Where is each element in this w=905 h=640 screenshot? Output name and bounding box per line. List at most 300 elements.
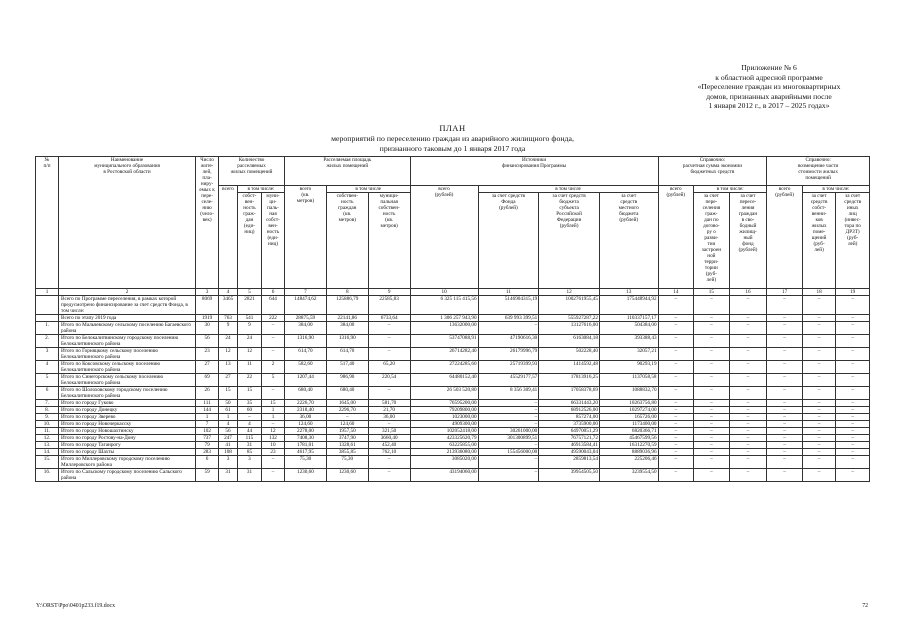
table-cell: – bbox=[658, 421, 694, 428]
header-comp-total: всего (рублей) bbox=[767, 186, 803, 289]
table-cell: 2 bbox=[261, 361, 284, 374]
table-cell: 4 bbox=[237, 421, 261, 428]
table-cell: 44 bbox=[237, 428, 261, 435]
table-cell: 517,40 bbox=[326, 361, 368, 374]
table-cell: 220,54 bbox=[368, 374, 410, 387]
table-row bbox=[36, 387, 870, 400]
table-cell: 1230,60 bbox=[285, 469, 327, 482]
table-cell: 1316,90 bbox=[326, 335, 368, 348]
table-cell bbox=[36, 315, 59, 322]
table-cell: 1 306 257 943,90 bbox=[410, 315, 478, 322]
table-cell: – bbox=[836, 469, 870, 482]
table-cell: 75,30 bbox=[326, 456, 368, 469]
table-cell: 13. bbox=[36, 442, 59, 449]
table-cell: – bbox=[836, 335, 870, 348]
table-cell: – bbox=[802, 456, 835, 469]
table-cell: 2. bbox=[36, 335, 59, 348]
table-cell: – bbox=[729, 387, 767, 400]
table-cell: 26 503 520,80 bbox=[410, 387, 478, 400]
header-src-total: всего (рублей) bbox=[410, 186, 478, 289]
table-cell: – bbox=[729, 421, 767, 428]
table-cell: 90293,19 bbox=[599, 361, 658, 374]
table-cell: 26 bbox=[196, 387, 219, 400]
table-row bbox=[36, 361, 870, 374]
column-number: 11 bbox=[478, 289, 539, 296]
table-cell: – bbox=[767, 335, 803, 348]
table-cell: 1 bbox=[196, 414, 219, 421]
table-cell: 64970051,29 bbox=[539, 428, 600, 435]
table-cell: – bbox=[729, 400, 767, 407]
table-cell: – bbox=[658, 400, 694, 407]
column-number: 19 bbox=[836, 289, 870, 296]
table-cell: – bbox=[694, 361, 730, 374]
table-cell: 12 bbox=[261, 428, 284, 435]
header-sources-group: Источники финансирования Программы bbox=[410, 157, 658, 186]
column-number: 15 bbox=[694, 289, 730, 296]
table-cell: 31 bbox=[219, 469, 238, 482]
table-cell: 45467599,56 bbox=[599, 435, 658, 442]
table-cell: 1088832,70 bbox=[599, 387, 658, 400]
table-cell: – bbox=[767, 374, 803, 387]
table-cell: – bbox=[368, 456, 410, 469]
table-cell: 644 bbox=[261, 296, 284, 315]
table-cell: 13632000,00 bbox=[410, 322, 478, 335]
table-cell: – bbox=[694, 428, 730, 435]
column-number: 9 bbox=[368, 289, 410, 296]
table-cell: – bbox=[368, 469, 410, 482]
column-number: 2 bbox=[59, 289, 196, 296]
table-cell: 64480152,40 bbox=[410, 374, 478, 387]
table-cell: – bbox=[729, 407, 767, 414]
municipality-cell: Итого по Белокалитвинскому городскому поселению Белокалитвинского района bbox=[59, 335, 196, 348]
table-cell: – bbox=[802, 348, 835, 361]
table-cell: – bbox=[802, 414, 835, 421]
table-cell: 14. bbox=[36, 449, 59, 456]
table-cell: – bbox=[802, 387, 835, 400]
table-cell: 27 bbox=[219, 374, 238, 387]
table-cell: 614,70 bbox=[285, 348, 327, 361]
table-cell: – bbox=[694, 456, 730, 469]
header-comp-a: за счет средств собст- венни- ков жилых поме- щений (руб- лей) bbox=[802, 193, 835, 289]
appendix-line: к областной адресной программе bbox=[715, 72, 823, 82]
table-cell: – bbox=[694, 442, 730, 449]
column-number: 5 bbox=[237, 289, 261, 296]
municipality-cell: Итого по Синегорскому сельскому поселению Белокалитвинского района bbox=[59, 374, 196, 387]
table-cell: – bbox=[261, 322, 284, 335]
table-cell: 321,50 bbox=[368, 428, 410, 435]
table-cell: 10. bbox=[36, 421, 59, 428]
table-cell: – bbox=[729, 296, 767, 315]
table-cell: – bbox=[237, 414, 261, 421]
table-cell: 4617,95 bbox=[285, 449, 327, 456]
table-cell: 2821 bbox=[237, 296, 261, 315]
table-cell: 762,10 bbox=[368, 449, 410, 456]
table-cell: 7. bbox=[36, 400, 59, 407]
table-cell: – bbox=[694, 348, 730, 361]
table-cell: 115 bbox=[237, 435, 261, 442]
table-cell: 4 bbox=[36, 361, 59, 374]
header-area-incl: в том числе bbox=[326, 186, 410, 193]
table-cell: 25719399,93 bbox=[478, 361, 539, 374]
table-cell: – bbox=[658, 348, 694, 361]
header-area-mun: муници- пальная собствен- ность (кв. метров) bbox=[368, 193, 410, 289]
municipality-cell: Итого по городу Таганрогу bbox=[59, 442, 196, 449]
municipality-cell: Итого по городу Новошахтинску bbox=[59, 428, 196, 435]
table-cell: 110337157,17 bbox=[599, 315, 658, 322]
table-cell: 53747088,91 bbox=[410, 335, 478, 348]
table-cell: 384,00 bbox=[326, 322, 368, 335]
table-cell: 737 bbox=[196, 435, 219, 442]
table-cell: – bbox=[478, 421, 539, 428]
footer-page-number: 72 bbox=[862, 603, 868, 609]
table-cell: – bbox=[836, 322, 870, 335]
table-cell: 13 bbox=[219, 361, 238, 374]
table-cell: 41 bbox=[219, 442, 238, 449]
table-cell: 1173400,00 bbox=[599, 421, 658, 428]
table-cell: – bbox=[729, 414, 767, 421]
plan-subtitle-line1: мероприятий по переселению граждан из аварийного жилищного фонда, bbox=[331, 134, 574, 143]
plan-subtitle-line2: признанного таковым до 1 января 2017 года bbox=[379, 144, 526, 153]
table-cell: 50 bbox=[219, 400, 238, 407]
municipality-cell: Итого по Сальскому городскому поселению Сальского района bbox=[59, 469, 196, 482]
header-municipality: Наименование муниципального образования в Ростовской области bbox=[59, 157, 196, 289]
table-cell: 49590043,04 bbox=[539, 449, 600, 456]
table-cell: 56 bbox=[219, 428, 238, 435]
table-cell: 1316,90 bbox=[285, 335, 327, 348]
table-row bbox=[36, 449, 870, 456]
table-cell: – bbox=[802, 374, 835, 387]
table-cell: 680,40 bbox=[285, 387, 327, 400]
header-rooms-total: всего bbox=[219, 186, 238, 289]
table-cell: 16312270,59 bbox=[599, 442, 658, 449]
table-cell: 24 bbox=[219, 335, 238, 348]
table-cell: 2226,70 bbox=[285, 400, 327, 407]
table-cell: 2318,40 bbox=[285, 407, 327, 414]
header-residents: Число жите- лей, пла- ниру- емых к пере- селе- нию (чело- век) bbox=[196, 157, 219, 289]
table-cell: 5 bbox=[261, 374, 284, 387]
table-cell: 423325620,79 bbox=[410, 435, 478, 442]
table-cell: 69 bbox=[196, 374, 219, 387]
table-cell: 3 bbox=[237, 456, 261, 469]
table-cell: 6820366,71 bbox=[599, 428, 658, 435]
table-cell bbox=[36, 296, 59, 315]
table-cell: 1. bbox=[36, 322, 59, 335]
table-cell: – bbox=[478, 442, 539, 449]
table-cell: 555927287,22 bbox=[539, 315, 600, 322]
table-cell: 12. bbox=[36, 435, 59, 442]
table-cell: 61 bbox=[219, 407, 238, 414]
table-cell: 1781,01 bbox=[285, 442, 327, 449]
table-cell: 22141,86 bbox=[326, 315, 368, 322]
table-cell: 16. bbox=[36, 469, 59, 482]
table-cell: 132 bbox=[261, 435, 284, 442]
table-cell: 15 bbox=[261, 400, 284, 407]
table-cell: – bbox=[478, 456, 539, 469]
table-cell: 17813916,25 bbox=[539, 374, 600, 387]
table-cell: – bbox=[767, 456, 803, 469]
table-cell: – bbox=[767, 421, 803, 428]
table-cell: – bbox=[767, 442, 803, 449]
table-cell: – bbox=[729, 335, 767, 348]
appendix-line: Приложение № 6 bbox=[741, 63, 797, 72]
table-cell: 6163084,18 bbox=[539, 335, 600, 348]
table-cell: – bbox=[802, 322, 835, 335]
header-area-own: собствен- ность граждан (кв. метров) bbox=[326, 193, 368, 289]
municipality-cell: Всего по этапу 2019 года bbox=[59, 315, 196, 322]
table-cell: 2296,70 bbox=[326, 407, 368, 414]
header-econ-a: за счет пере- селения граж- дан по догово- ру о разви- тии застроен ной терри- тории (руб- лей) bbox=[694, 193, 730, 289]
table-cell: – bbox=[658, 407, 694, 414]
table-cell: – bbox=[658, 456, 694, 469]
table-cell: 5146904315,19 bbox=[478, 296, 539, 315]
table-cell: 165726,00 bbox=[599, 414, 658, 421]
column-number: 18 bbox=[802, 289, 835, 296]
municipality-cell: Итого по городу Новочеркасску bbox=[59, 421, 196, 428]
header-comp-incl: в том числе: bbox=[802, 186, 869, 193]
table-row bbox=[36, 421, 870, 428]
table-cell: 1957,50 bbox=[326, 428, 368, 435]
table-cell: 27 bbox=[196, 361, 219, 374]
municipality-cell: Итого по городу Шахты bbox=[59, 449, 196, 456]
table-cell: 66331443,20 bbox=[539, 400, 600, 407]
municipality-cell: Итого по Горняцкому сельскому поселению Белокалитвинского района bbox=[59, 348, 196, 361]
table-cell: 3855,85 bbox=[326, 449, 368, 456]
table-cell: – bbox=[368, 335, 410, 348]
column-number-row bbox=[36, 289, 870, 296]
table-cell: – bbox=[836, 421, 870, 428]
table-cell: 31 bbox=[237, 469, 261, 482]
header-area-total: всего (кв. метров) bbox=[285, 186, 327, 289]
table-cell: – bbox=[802, 469, 835, 482]
table-cell: – bbox=[836, 435, 870, 442]
table-cell: 108 bbox=[219, 449, 238, 456]
footer-file-path: Y:\ORST\Ppo\0401p233.f19.docx bbox=[36, 603, 116, 609]
table-cell: 79 bbox=[196, 442, 219, 449]
table-cell: 12 bbox=[237, 348, 261, 361]
table-cell: – bbox=[767, 428, 803, 435]
header-rooms-group: Количество расселяемых жилых помещений bbox=[219, 157, 285, 186]
table-cell: 9 bbox=[219, 322, 238, 335]
table-cell: – bbox=[478, 400, 539, 407]
table-cell: – bbox=[694, 322, 730, 335]
table-cell: 6 bbox=[36, 387, 59, 400]
table-row bbox=[36, 335, 870, 348]
table-cell: 1023000,00 bbox=[410, 414, 478, 421]
municipality-cell: Итого по Коксовскому сельскому поселению Белокалитвинского района bbox=[59, 361, 196, 374]
table-cell: 13127616,00 bbox=[539, 322, 600, 335]
appendix-header bbox=[669, 63, 869, 111]
table-cell: 43194060,00 bbox=[410, 469, 478, 482]
table-cell: 15. bbox=[36, 456, 59, 469]
table-row bbox=[36, 348, 870, 361]
municipality-cell: Итого по городу Гуково bbox=[59, 400, 196, 407]
table-cell: 35 bbox=[237, 400, 261, 407]
table-cell: – bbox=[767, 348, 803, 361]
table-cell: 12 bbox=[219, 348, 238, 361]
table-cell: 1919 bbox=[196, 315, 219, 322]
table-cell: 247 bbox=[219, 435, 238, 442]
table-cell: – bbox=[694, 315, 730, 322]
table-cell: 6 325 115 415,56 bbox=[410, 296, 478, 315]
column-number: 12 bbox=[539, 289, 600, 296]
table-cell: 30 bbox=[196, 322, 219, 335]
table-cell: – bbox=[767, 449, 803, 456]
table-cell: 28875,59 bbox=[285, 315, 327, 322]
table-cell: 4 bbox=[219, 421, 238, 428]
table-row bbox=[36, 428, 870, 435]
table-cell: 11 bbox=[237, 361, 261, 374]
table-cell: – bbox=[767, 315, 803, 322]
table-cell: 3747,90 bbox=[326, 435, 368, 442]
header-src-fund: за счет средств Фонда (рублей) bbox=[478, 193, 539, 289]
table-cell: 614,70 bbox=[326, 348, 368, 361]
table-cell: 1 bbox=[219, 414, 238, 421]
table-cell: 225206,46 bbox=[599, 456, 658, 469]
table-row bbox=[36, 435, 870, 442]
table-cell: 10297274,00 bbox=[599, 407, 658, 414]
table-cell: 32057,21 bbox=[599, 348, 658, 361]
table-cell: 27224285,60 bbox=[410, 361, 478, 374]
table-row bbox=[36, 456, 870, 469]
table-cell: – bbox=[729, 374, 767, 387]
table-cell: 452,40 bbox=[368, 442, 410, 449]
table-cell: 222 bbox=[261, 315, 284, 322]
table-cell: – bbox=[261, 387, 284, 400]
header-ref-economy-group: Справочно: расчетная сумма экономии бюджетных средств bbox=[658, 157, 767, 186]
table-cell: – bbox=[729, 315, 767, 322]
table-cell: 541 bbox=[237, 315, 261, 322]
table-cell: – bbox=[368, 348, 410, 361]
municipality-cell: Итого по городу Ростову-на-Дону bbox=[59, 435, 196, 442]
table-cell: 24 bbox=[237, 335, 261, 348]
table-cell: 102 bbox=[196, 428, 219, 435]
table-cell: 8889036,96 bbox=[599, 449, 658, 456]
table-cell: – bbox=[802, 421, 835, 428]
municipality-cell: Итого по Шолоховскому городскому поселению Белокалитвинского района bbox=[59, 387, 196, 400]
table-cell: – bbox=[368, 387, 410, 400]
column-number: 4 bbox=[219, 289, 238, 296]
table-cell: – bbox=[836, 442, 870, 449]
column-number: 6 bbox=[261, 289, 284, 296]
table-cell: – bbox=[836, 348, 870, 361]
table-cell: 8. bbox=[36, 407, 59, 414]
table-cell: – bbox=[836, 407, 870, 414]
municipality-cell: Итого по Мальчевскому сельскому поселению Багаевского района bbox=[59, 322, 196, 335]
table-cell: – bbox=[478, 414, 539, 421]
table-cell: – bbox=[767, 361, 803, 374]
table-cell: 175448944,92 bbox=[599, 296, 658, 315]
plan-title: ПЛАН bbox=[439, 123, 466, 133]
table-cell: – bbox=[658, 442, 694, 449]
column-number: 8 bbox=[326, 289, 368, 296]
table-cell: 76595200,00 bbox=[410, 400, 478, 407]
table-cell: – bbox=[767, 469, 803, 482]
table-cell: 26179996,79 bbox=[478, 348, 539, 361]
table-cell: 6733,64 bbox=[368, 315, 410, 322]
table-cell: 75,30 bbox=[285, 456, 327, 469]
table-cell: – bbox=[836, 428, 870, 435]
table-cell: – bbox=[836, 387, 870, 400]
table-cell: 582,60 bbox=[285, 361, 327, 374]
table-cell: – bbox=[368, 322, 410, 335]
table-cell: – bbox=[694, 335, 730, 348]
table-cell: – bbox=[261, 335, 284, 348]
table-cell: – bbox=[836, 315, 870, 322]
table-cell: 22585,83 bbox=[368, 296, 410, 315]
header-econ-b: за счет пересе- ления граждан в сво- бодный жилищ- ный фонд (рублей) bbox=[729, 193, 767, 289]
table-cell: – bbox=[694, 449, 730, 456]
header-rooms-mun: муни- ци- паль- ная собст- вен- ность (еди- ниц) bbox=[261, 193, 284, 289]
appendix-line: домов, признанных аварийными после bbox=[706, 91, 832, 101]
table-row bbox=[36, 322, 870, 335]
table-cell: 36,00 bbox=[285, 414, 327, 421]
table-cell: – bbox=[767, 414, 803, 421]
table-cell: 10 bbox=[261, 442, 284, 449]
table-cell: 3735900,00 bbox=[539, 421, 600, 428]
table-cell: – bbox=[767, 400, 803, 407]
table-cell: – bbox=[836, 400, 870, 407]
table-cell: – bbox=[694, 414, 730, 421]
table-cell: – bbox=[478, 322, 539, 335]
table-cell: – bbox=[836, 374, 870, 387]
table-cell: 986,90 bbox=[326, 374, 368, 387]
table-cell: 504384,00 bbox=[599, 322, 658, 335]
table-cell: 26714282,40 bbox=[410, 348, 478, 361]
table-cell: – bbox=[658, 387, 694, 400]
table-cell: 5 bbox=[36, 374, 59, 387]
table-cell: – bbox=[767, 322, 803, 335]
table-cell: 2859813,54 bbox=[539, 456, 600, 469]
table-cell: 680,40 bbox=[326, 387, 368, 400]
table-cell: 9 bbox=[237, 322, 261, 335]
table-cell: 23 bbox=[196, 348, 219, 361]
table-cell: – bbox=[658, 335, 694, 348]
table-cell: 7 bbox=[196, 421, 219, 428]
header-src-region: за счет средств бюджета субъекта Российской Федерации (рублей) bbox=[539, 193, 600, 289]
table-cell: 22 bbox=[237, 374, 261, 387]
table-row bbox=[36, 400, 870, 407]
table-cell: 17058378,69 bbox=[539, 387, 600, 400]
table-cell: – bbox=[729, 456, 767, 469]
table-cell: 60 bbox=[237, 407, 261, 414]
table-cell: 1328,61 bbox=[326, 442, 368, 449]
table-cell: 125886,79 bbox=[326, 296, 368, 315]
table-cell: – bbox=[836, 296, 870, 315]
table-cell: – bbox=[694, 469, 730, 482]
table-cell: 76757121,72 bbox=[539, 435, 600, 442]
table-cell: 15 bbox=[237, 387, 261, 400]
table-cell: 283 bbox=[196, 449, 219, 456]
table-cell: – bbox=[261, 456, 284, 469]
table-cell: – bbox=[368, 421, 410, 428]
table-cell: 213936080,00 bbox=[410, 449, 478, 456]
table-row bbox=[36, 414, 870, 421]
column-number: 16 bbox=[729, 289, 767, 296]
table-cell: 102052418,00 bbox=[410, 428, 478, 435]
table-cell: 1207,44 bbox=[285, 374, 327, 387]
table-cell: 9. bbox=[36, 414, 59, 421]
table-cell: 1230,60 bbox=[326, 469, 368, 482]
column-number: 7 bbox=[285, 289, 327, 296]
table-cell: – bbox=[802, 400, 835, 407]
table-row bbox=[36, 296, 870, 315]
header-src-local: за счет средств местного бюджета (рублей) bbox=[599, 193, 658, 289]
table-row bbox=[36, 469, 870, 482]
table-cell: 384,00 bbox=[285, 322, 327, 335]
plan-table bbox=[35, 156, 870, 482]
table-cell: – bbox=[658, 374, 694, 387]
table-cell: – bbox=[658, 469, 694, 482]
